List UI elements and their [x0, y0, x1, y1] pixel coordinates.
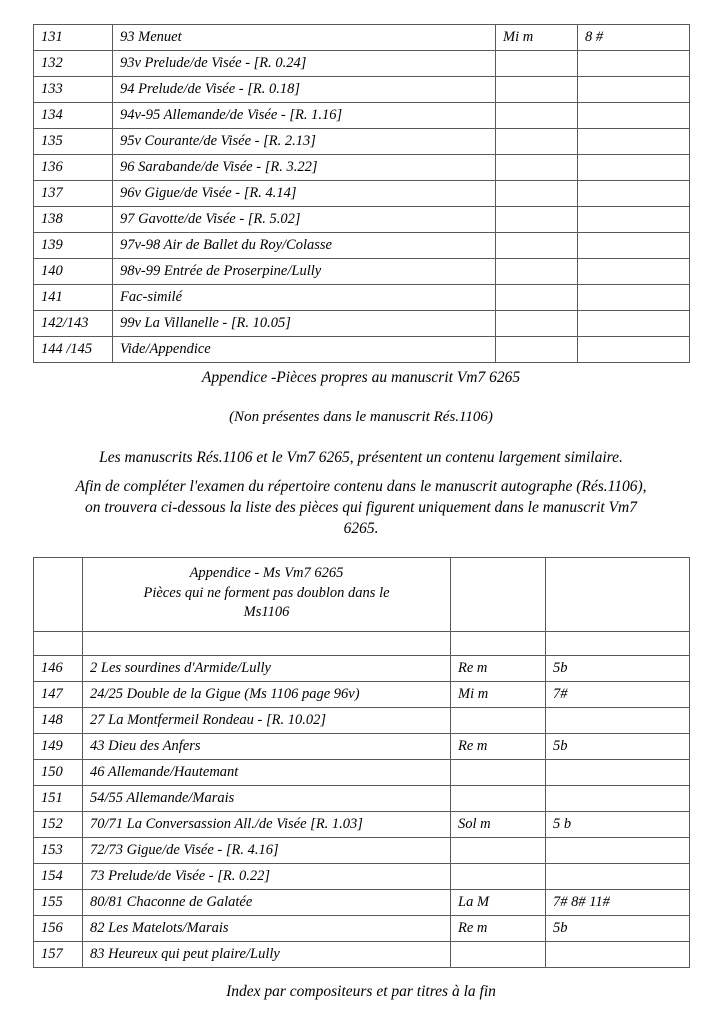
row-key-cell	[496, 285, 578, 311]
row-key-cell	[496, 259, 578, 285]
row-number-cell: 148	[34, 707, 83, 733]
row-title-cell: 93v Prelude/de Visée - [R. 0.24]	[113, 51, 496, 77]
table-row	[34, 337, 690, 363]
row-key-cell	[451, 941, 546, 967]
table-row	[34, 837, 690, 863]
row-key-cell	[496, 155, 578, 181]
appendix-header-key-cell	[451, 558, 546, 632]
appendix-header-line-1: Appendice - Ms Vm7 6265	[189, 565, 344, 581]
appendix-heading	[33, 368, 689, 389]
appendix-header-fig-cell	[546, 558, 690, 632]
appendix-spacer-row	[34, 631, 690, 655]
row-title-cell: 73 Prelude/de Visée - [R. 0.22]	[83, 863, 451, 889]
row-figures-cell: 7#	[546, 681, 690, 707]
spacer-cell-num	[34, 631, 83, 655]
table-row	[34, 77, 690, 103]
row-key-cell	[496, 337, 578, 363]
row-title-cell: Vide/Appendice	[113, 337, 496, 363]
spacer-cell-key	[451, 631, 546, 655]
explanation-paragraph	[33, 477, 689, 540]
row-title-cell: 94 Prelude/de Visée - [R. 0.18]	[113, 77, 496, 103]
explanation-line-2: on trouvera ci-dessous la liste des pièces qui figurent uniquement dans le manuscrit Vm7	[84, 498, 638, 516]
row-number-cell: 136	[34, 155, 113, 181]
table-row	[34, 681, 690, 707]
appendix-header-num-cell	[34, 558, 83, 632]
not-present-note	[33, 407, 689, 427]
table-row	[34, 285, 690, 311]
manuscript-contents-table	[33, 24, 690, 363]
table-row	[34, 155, 690, 181]
table-row	[34, 103, 690, 129]
row-figures-cell: 5b	[546, 915, 690, 941]
row-key-cell	[451, 837, 546, 863]
row-figures-cell	[546, 785, 690, 811]
appendix-header-line-3: Ms1106	[243, 604, 290, 621]
row-title-cell: 46 Allemande/Hautemant	[83, 759, 451, 785]
row-figures-cell	[578, 103, 690, 129]
table-row	[34, 915, 690, 941]
row-figures-cell	[578, 129, 690, 155]
row-number-cell: 155	[34, 889, 83, 915]
row-title-cell: 70/71 La Conversassion All./de Visée [R. 1.03]	[83, 811, 451, 837]
row-figures-cell	[578, 259, 690, 285]
row-number-cell: 133	[34, 77, 113, 103]
row-key-cell	[451, 863, 546, 889]
row-title-cell: 24/25 Double de la Gigue (Ms 1106 page 96v)	[83, 681, 451, 707]
row-number-cell: 147	[34, 681, 83, 707]
row-number-cell: 139	[34, 233, 113, 259]
row-key-cell	[496, 207, 578, 233]
spacer-cell-title	[83, 631, 451, 655]
table-row	[34, 707, 690, 733]
row-figures-cell	[578, 181, 690, 207]
row-number-cell: 156	[34, 915, 83, 941]
appendix-header-line-2: Pièces qui ne forment pas doublon dans le	[143, 584, 390, 601]
row-title-cell: 72/73 Gigue/de Visée - [R. 4.16]	[83, 837, 451, 863]
row-number-cell: 141	[34, 285, 113, 311]
table-row	[34, 759, 690, 785]
row-figures-cell	[578, 337, 690, 363]
row-number-cell: 132	[34, 51, 113, 77]
row-number-cell: 134	[34, 103, 113, 129]
row-figures-cell	[546, 941, 690, 967]
row-number-cell: 140	[34, 259, 113, 285]
row-figures-cell	[578, 51, 690, 77]
table-row	[34, 311, 690, 337]
row-title-cell: 27 La Montfermeil Rondeau - [R. 10.02]	[83, 707, 451, 733]
table-row	[34, 207, 690, 233]
row-number-cell: 153	[34, 837, 83, 863]
row-key-cell: Sol m	[451, 811, 546, 837]
row-title-cell: 94v-95 Allemande/de Visée - [R. 1.16]	[113, 103, 496, 129]
table-row	[34, 129, 690, 155]
similarity-note	[33, 448, 689, 469]
table-row	[34, 863, 690, 889]
row-figures-cell	[546, 707, 690, 733]
row-number-cell: 157	[34, 941, 83, 967]
row-key-cell	[496, 51, 578, 77]
table-row	[34, 889, 690, 915]
row-key-cell	[451, 785, 546, 811]
table-row	[34, 25, 690, 51]
row-number-cell: 137	[34, 181, 113, 207]
row-key-cell	[496, 181, 578, 207]
row-title-cell: Fac-similé	[113, 285, 496, 311]
row-number-cell: 152	[34, 811, 83, 837]
row-title-cell: 97v-98 Air de Ballet du Roy/Colasse	[113, 233, 496, 259]
table-row	[34, 181, 690, 207]
footer-note-text: Index par compositeurs et par titres à la fin	[226, 983, 496, 1000]
row-title-cell: 98v-99 Entrée de Proserpine/Lully	[113, 259, 496, 285]
explanation-line-3: 6265.	[343, 519, 379, 537]
row-key-cell	[451, 707, 546, 733]
row-number-cell: 151	[34, 785, 83, 811]
row-number-cell: 138	[34, 207, 113, 233]
row-number-cell: 149	[34, 733, 83, 759]
appendix-heading-text: Appendice -Pièces propres au manuscrit Vm7 6265	[201, 369, 521, 386]
row-title-cell: 2 Les sourdines d'Armide/Lully	[83, 655, 451, 681]
table-row	[34, 655, 690, 681]
row-key-cell	[451, 759, 546, 785]
table-row	[34, 733, 690, 759]
row-figures-cell	[546, 863, 690, 889]
row-title-cell: 96 Sarabande/de Visée - [R. 3.22]	[113, 155, 496, 181]
row-title-cell: 96v Gigue/de Visée - [R. 4.14]	[113, 181, 496, 207]
row-key-cell	[496, 77, 578, 103]
table-row	[34, 785, 690, 811]
row-figures-cell	[578, 285, 690, 311]
row-title-cell: 54/55 Allemande/Marais	[83, 785, 451, 811]
row-title-cell: 97 Gavotte/de Visée - [R. 5.02]	[113, 207, 496, 233]
row-figures-cell	[546, 759, 690, 785]
row-key-cell	[496, 129, 578, 155]
appendix-table	[33, 557, 690, 968]
spacer-cell-fig	[546, 631, 690, 655]
row-figures-cell: 5b	[546, 655, 690, 681]
row-number-cell: 144 /145	[34, 337, 113, 363]
row-key-cell	[496, 233, 578, 259]
row-title-cell: 43 Dieu des Anfers	[83, 733, 451, 759]
row-number-cell: 150	[34, 759, 83, 785]
footer-note	[33, 983, 689, 1001]
row-title-cell: 80/81 Chaconne de Galatée	[83, 889, 451, 915]
similarity-text: Les manuscrits Rés.1106 et le Vm7 6265, présentent un contenu largement similaire.	[99, 449, 623, 466]
row-figures-cell	[578, 155, 690, 181]
row-key-cell	[496, 103, 578, 129]
row-title-cell: 83 Heureux qui peut plaire/Lully	[83, 941, 451, 967]
row-number-cell: 146	[34, 655, 83, 681]
table-row	[34, 233, 690, 259]
row-figures-cell: 7# 8# 11#	[546, 889, 690, 915]
row-figures-cell	[546, 837, 690, 863]
row-key-cell: Re m	[451, 733, 546, 759]
explanation-line-1: Afin de compléter l'examen du répertoire contenu dans le manuscrit autographe (Rés.1106),	[75, 478, 647, 495]
row-figures-cell	[578, 77, 690, 103]
row-title-cell: 82 Les Matelots/Marais	[83, 915, 451, 941]
row-key-cell: Re m	[451, 915, 546, 941]
row-key-cell: Mi m	[451, 681, 546, 707]
row-figures-cell	[578, 233, 690, 259]
not-present-text: (Non présentes dans le manuscrit Rés.1106)	[229, 409, 493, 425]
row-title-cell: 93 Menuet	[113, 25, 496, 51]
row-title-cell: 99v La Villanelle - [R. 10.05]	[113, 311, 496, 337]
row-figures-cell: 5 b	[546, 811, 690, 837]
row-figures-cell: 5b	[546, 733, 690, 759]
table-row	[34, 811, 690, 837]
table-row	[34, 259, 690, 285]
table-row	[34, 51, 690, 77]
row-key-cell: Re m	[451, 655, 546, 681]
appendix-header-title-cell	[83, 558, 451, 632]
row-number-cell: 154	[34, 863, 83, 889]
row-figures-cell	[578, 311, 690, 337]
table-row	[34, 941, 690, 967]
row-key-cell: Mi m	[496, 25, 578, 51]
row-figures-cell: 8 #	[578, 25, 690, 51]
row-title-cell: 95v Courante/de Visée - [R. 2.13]	[113, 129, 496, 155]
row-number-cell: 142/143	[34, 311, 113, 337]
appendix-header-row	[34, 558, 690, 632]
row-key-cell: La M	[451, 889, 546, 915]
row-number-cell: 135	[34, 129, 113, 155]
row-key-cell	[496, 311, 578, 337]
row-number-cell: 131	[34, 25, 113, 51]
row-figures-cell	[578, 207, 690, 233]
